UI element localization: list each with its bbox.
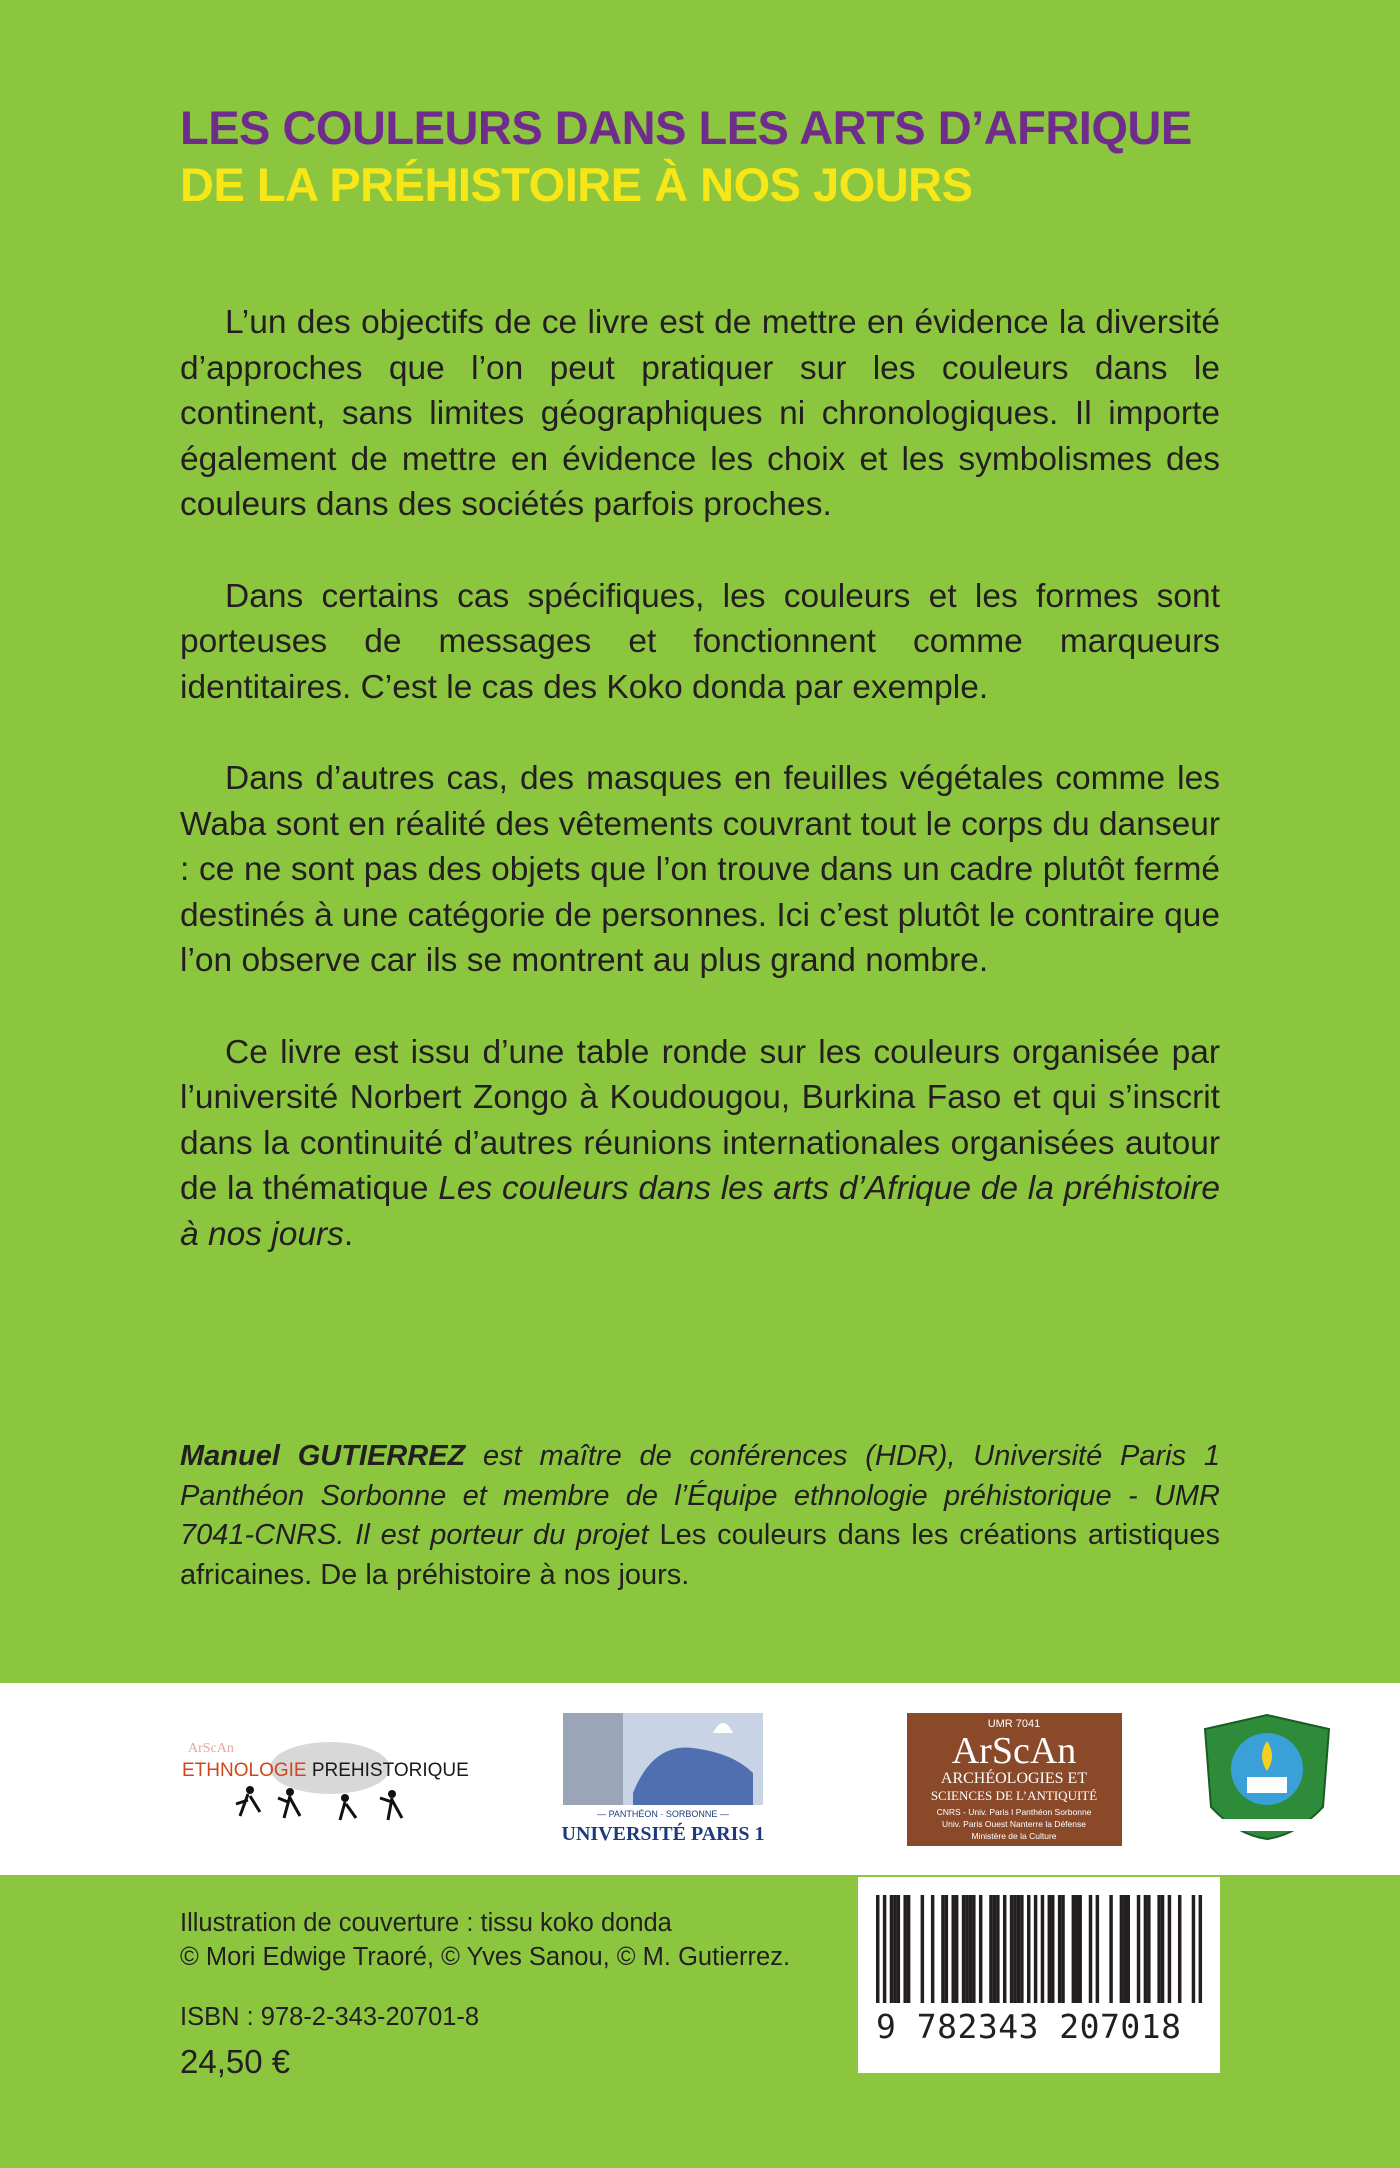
paragraph-4-text: Ce livre est issu d’une table ronde sur les couleurs organisée par l’université Norbert Zongo à Koudougou, Burkina Faso et qui s’inscrit dans la continuité d’autres réunions internationales organisées autour de la thématique [180,1033,1220,1207]
arscan-sub2: SCIENCES DE L’ANTIQUITÉ [930,1788,1098,1803]
paragraph-3: Dans d’autres cas, des masques en feuilles végétales comme les Waba sont en réalité des vêtements couvrant tout le corps du danseur : ce ne sont pas des objets que l’on trouve dans un cadre plutôt fermé destinés à une catégorie de personnes. Ici c’est plutôt le contraire que l’on observe car ils se montrent au plus grand nombre. [180,760,1220,979]
building-shape [563,1713,623,1805]
barcode-bar [972,1895,975,2003]
barcode-bar [1048,1895,1051,2003]
barcode-bar [1168,1895,1171,2003]
barcode-bar [945,1895,948,2003]
barcode-bar [903,1895,906,2003]
ethno-title [182,1760,469,1781]
barcode-bar [1051,1895,1054,2003]
logo-band [0,1683,1400,1875]
author-bio [180,1437,1220,1595]
university-seal-logo [1197,1711,1337,1847]
barcode-bar [1109,1895,1112,2003]
ethno-title-left: ETHNOLOGIE [182,1760,307,1781]
barcode-bar [1089,1895,1092,2003]
barcode-bar [1137,1895,1140,2003]
barcode-bar [1017,1895,1020,2003]
paragraph-4-book-title: Les couleurs dans les arts d’Afrique de la préhistoire à nos jours [180,1170,1220,1253]
barcode-bar [1041,1895,1044,2003]
barcode-bar [1147,1895,1150,2003]
universite-paris-1-logo [563,1713,763,1846]
barcode-bar [1120,1895,1123,2003]
barcode-bar [1010,1895,1013,2003]
paragraph-4 [180,1030,1220,1258]
barcode-bar [1058,1895,1061,2003]
paris1-small-text: — PANTHÉON · SORBONNE — [597,1809,729,1819]
barcode-bar [979,1895,982,2003]
barcode-bar [951,1895,954,2003]
arscan-small1: CNRS - Univ. Paris I Panthéon Sorbonne [936,1807,1092,1817]
barcode-bar [1034,1895,1037,2003]
barcode-bar [1075,1895,1078,2003]
barcode-bar [989,1895,992,2003]
paragraph-1: L’un des objectifs de ce livre est de mettre en évidence la diversité d’approches que l’on peut pratiquer sur les couleurs dans le continent, sans limites géographiques ni chronologiques. Il importe également de mettre en évidence les choix et les symbolismes des couleurs dans des sociétés parfois proches. [180,304,1220,523]
barcode-bar [883,1895,886,2003]
barcode-bar [955,1895,958,2003]
barcode-bar [1096,1895,1099,2003]
barcode-bar [1020,1895,1023,2003]
barcode-bar [890,1895,893,2003]
arscan-sub1: ARCHÉOLOGIES ET [940,1770,1088,1787]
author-project: Les couleurs dans les créations artistiques africaines. De la préhistoire à nos jours. [180,1519,1221,1591]
barcode-bar [1178,1895,1181,2003]
barcode-bar [993,1895,996,2003]
arscan-name: ArScAn [951,1730,1077,1772]
title-line-2: DE LA PRÉHISTOIRE À NOS JOURS [180,158,973,211]
isbn: ISBN : 978-2-343-20701-8 [180,2003,480,2031]
barcode-bar [893,1895,896,2003]
barcode-bar [1123,1895,1126,2003]
barcode-digits: 9 782343 207018 [876,2007,1182,2046]
ethno-title-right: PREHISTORIQUE [306,1760,469,1781]
barcode-bar [1127,1895,1130,2003]
author-bio-italic: est maître de conférences (HDR), Université Paris 1 Panthéon Sorbonne et membre de l’Équipe ethnologie préhistorique - UMR 7041-CNRS. Il est porteur du projet [180,1440,1220,1551]
back-cover-text [180,300,1220,1303]
barcode-bar [1003,1895,1006,2003]
title-line-1: LES COULEURS DANS LES ARTS D’AFRIQUE [180,101,1192,154]
book-icon [1247,1777,1287,1793]
arscan-small3: Ministère de la Culture [971,1831,1057,1841]
author-name: Manuel GUTIERREZ [180,1440,466,1472]
barcode-bar [962,1895,965,2003]
credits-line-1: Illustration de couverture : tissu koko donda [180,1909,672,1937]
barcode-bar [1157,1895,1160,2003]
barcode-bar [897,1895,900,2003]
barcode-panel [858,1877,1220,2073]
credits-line-2: © Mori Edwige Traoré, © Yves Sanou, © M. Gutierrez. [180,1943,791,1971]
cover-credits [180,1906,790,1974]
barcode-bar [1199,1895,1202,2003]
price: 24,50 € [180,2043,291,2080]
barcode-bar [996,1895,999,2003]
barcode-bar [921,1895,924,2003]
arscan-umr: UMR 7041 [987,1718,1041,1730]
barcode-bar [1072,1895,1075,2003]
barcode-bar [1013,1895,1016,2003]
barcode-bar [931,1895,934,2003]
barcode-bar [1144,1895,1147,2003]
barcode-bar [1161,1895,1164,2003]
barcode-bar [1078,1895,1081,2003]
barcode-bar [1027,1895,1030,2003]
barcode-bar [876,1895,879,2003]
barcode-bar [1192,1895,1195,2003]
barcode-bar [1061,1895,1064,2003]
arscan-logo [907,1713,1122,1846]
ethnologie-prehistorique-logo [180,1738,469,1828]
barcode-bar [969,1895,972,2003]
barcode [876,1895,1202,2013]
ethno-top-text: ArScAn [188,1741,234,1756]
paragraph-4-end: . [343,1215,354,1253]
arscan-small2: Univ. Paris Ouest Nanterre la Défense [942,1819,1086,1829]
paragraph-2: Dans certains cas spécifiques, les couleurs et les formes sont porteuses de messages et fonctionnent comme marqueurs identitaires. C’est le cas des Koko donda par exemple. [180,577,1220,706]
barcode-bar [941,1895,944,2003]
seal-ribbon [1217,1819,1317,1831]
paris1-main-text: UNIVERSITÉ PARIS 1 [561,1823,765,1845]
barcode-bar [965,1895,968,2003]
barcode-bar [907,1895,910,2003]
